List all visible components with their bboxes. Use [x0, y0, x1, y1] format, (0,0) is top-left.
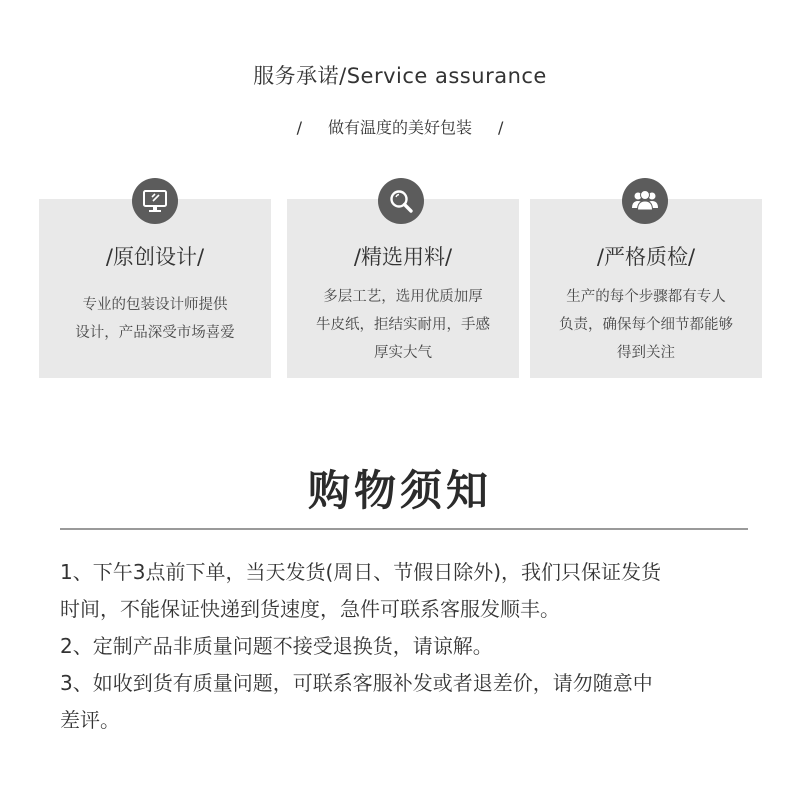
notice-line: 1、下午3点前下单，当天发货(周日、节假日除外)，我们只保证发货: [60, 560, 662, 584]
notice-line: 2、定制产品非质量问题不接受退换货，请谅解。: [60, 634, 493, 658]
card-line: 得到关注: [617, 345, 675, 361]
notice-body: [60, 554, 750, 739]
card-title: /精选用料/: [353, 245, 453, 269]
card-line: 厚实大气: [374, 345, 432, 361]
card-title: /严格质检/: [596, 245, 696, 269]
subtitle-text: 做有温度的美好包装: [327, 118, 472, 137]
card-line: 多层工艺，选用优质加厚: [323, 289, 483, 305]
people-icon: [622, 178, 668, 224]
notice-line: 3、如收到货有质量问题，可联系客服补发或者退差价，请勿随意中: [60, 671, 653, 695]
service-title: 服务承诺/Service assurance: [253, 64, 547, 88]
card-description: [530, 283, 762, 367]
subtitle-slash-right: /: [498, 118, 504, 137]
notice-line: 时间，不能保证快递到货速度，急件可联系客服发顺丰。: [60, 597, 560, 621]
feature-card-selected-materials: [287, 199, 519, 378]
notice-title: 购物须知: [307, 466, 492, 515]
magnifier-icon: [378, 178, 424, 224]
notice-line: 差评。: [60, 708, 120, 732]
monitor-icon: [132, 178, 178, 224]
card-description: [287, 283, 519, 367]
subtitle-slash-left: /: [296, 118, 302, 137]
card-line: 牛皮纸，拒结实耐用，手感: [316, 317, 490, 333]
divider: [60, 528, 748, 530]
card-line: 专业的包装设计师提供: [82, 297, 228, 313]
feature-card-quality-inspection: [530, 199, 762, 378]
card-description: [39, 291, 271, 347]
card-line: 设计，产品深受市场喜爱: [75, 325, 235, 341]
service-subtitle: [0, 115, 800, 138]
card-line: 负责，确保每个细节都能够: [559, 317, 733, 333]
feature-card-original-design: [39, 199, 271, 378]
card-line: 生产的每个步骤都有专人: [566, 289, 726, 305]
card-title: /原创设计/: [105, 245, 205, 269]
